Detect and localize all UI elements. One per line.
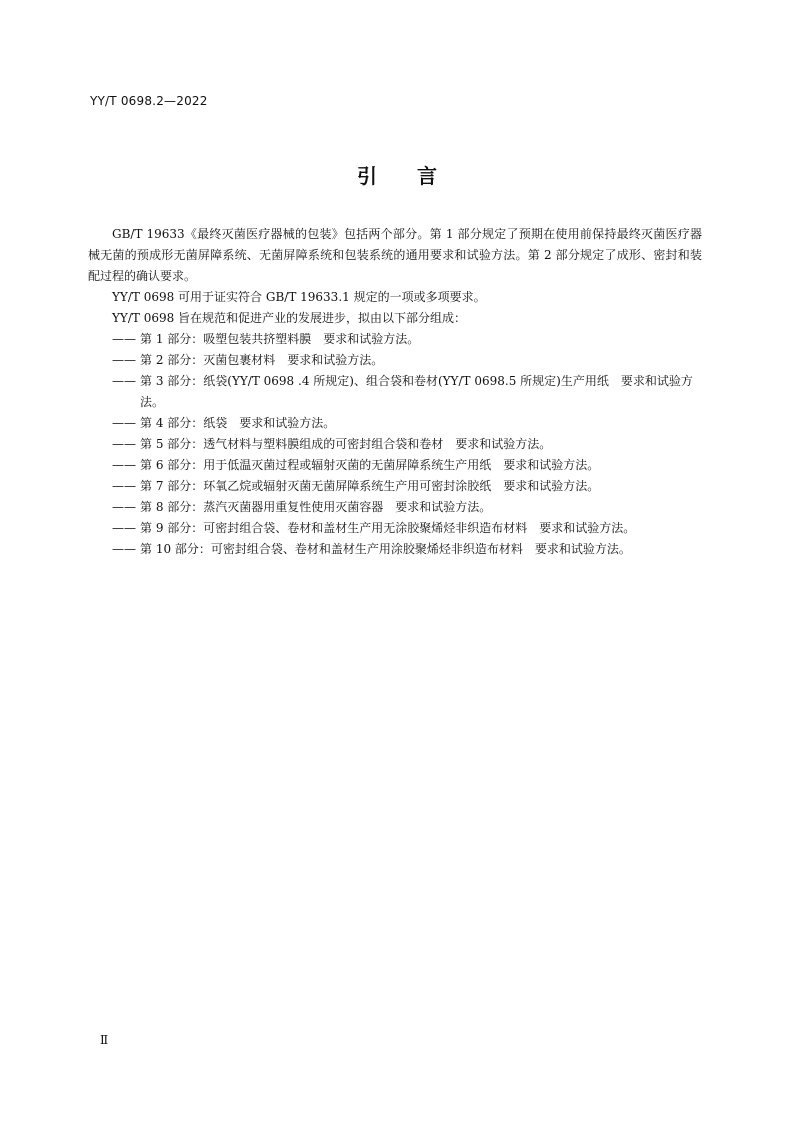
list-item-text: 第 10 部分：可密封组合袋、卷材和盖材生产用涂胶聚烯烃非织造布材料 要求和试验方法。 xyxy=(140,542,631,556)
page-number: Ⅱ xyxy=(100,1033,109,1047)
dash-marker: —— xyxy=(112,374,136,388)
list-item-part-5 xyxy=(88,434,702,455)
parts-list xyxy=(88,329,702,560)
list-item-text: 第 9 部分：可密封组合袋、卷材和盖材生产用无涂胶聚烯烃非织造布材料 要求和试验方法。 xyxy=(140,521,636,535)
list-item-part-4 xyxy=(88,413,702,434)
list-item-part-7 xyxy=(88,476,702,497)
list-item-part-2 xyxy=(88,350,702,371)
dash-marker: —— xyxy=(112,500,136,514)
dash-marker: —— xyxy=(112,521,136,535)
list-item-text: 第 4 部分：纸袋 要求和试验方法。 xyxy=(140,416,336,430)
paragraph-scope: GB/T 19633《最终灭菌医疗器械的包装》包括两个部分。第 1 部分规定了预期在使用前保持最终灭菌医疗器械无菌的预成形无菌屏障系统、无菌屏障系统和包装系统的通用要求和试验方法。第 2 部分规定了成形、密封和装配过程的确认要求。 xyxy=(88,227,702,283)
list-item-text: 第 2 部分：灭菌包裹材料 要求和试验方法。 xyxy=(140,353,384,367)
dash-marker: —— xyxy=(112,542,136,556)
dash-marker: —— xyxy=(112,458,136,472)
list-item-text: 第 1 部分：吸塑包装共挤塑料膜 要求和试验方法。 xyxy=(140,332,420,346)
list-item-text: 第 6 部分：用于低温灭菌过程或辐射灭菌的无菌屏障系统生产用纸 要求和试验方法。 xyxy=(140,458,600,472)
list-item-part-1 xyxy=(88,329,702,350)
paragraph-conformance: YY/T 0698 可用于证实符合 GB/T 19633.1 规定的一项或多项要求。 xyxy=(112,290,486,304)
dash-marker: —— xyxy=(112,479,136,493)
list-item-text: 第 8 部分：蒸汽灭菌器用重复性使用灭菌容器 要求和试验方法。 xyxy=(140,500,492,514)
standard-number: YY/T 0698.2—2022 xyxy=(90,94,208,108)
list-item-part-6 xyxy=(88,455,702,476)
dash-marker: —— xyxy=(112,332,136,346)
dash-marker: —— xyxy=(112,353,136,367)
list-item-part-3 xyxy=(88,371,702,413)
list-item-part-10 xyxy=(88,539,702,560)
list-item-part-9 xyxy=(88,518,702,539)
list-item-text: 第 3 部分：纸袋(YY/T 0698 .4 所规定)、组合袋和卷材(YY/T 0698.5 所规定)生产用纸 要求和试验方法。 xyxy=(140,374,693,409)
page-title: 引言 xyxy=(357,164,477,188)
list-item-text: 第 5 部分：透气材料与塑料膜组成的可密封组合袋和卷材 要求和试验方法。 xyxy=(140,437,552,451)
document-body xyxy=(88,224,702,560)
list-item-part-8 xyxy=(88,497,702,518)
paragraph-parts-intro: YY/T 0698 旨在规范和促进产业的发展进步，拟由以下部分组成： xyxy=(112,311,467,325)
dash-marker: —— xyxy=(112,437,136,451)
dash-marker: —— xyxy=(112,416,136,430)
list-item-text: 第 7 部分：环氧乙烷或辐射灭菌无菌屏障系统生产用可密封涂胶纸 要求和试验方法。 xyxy=(140,479,600,493)
